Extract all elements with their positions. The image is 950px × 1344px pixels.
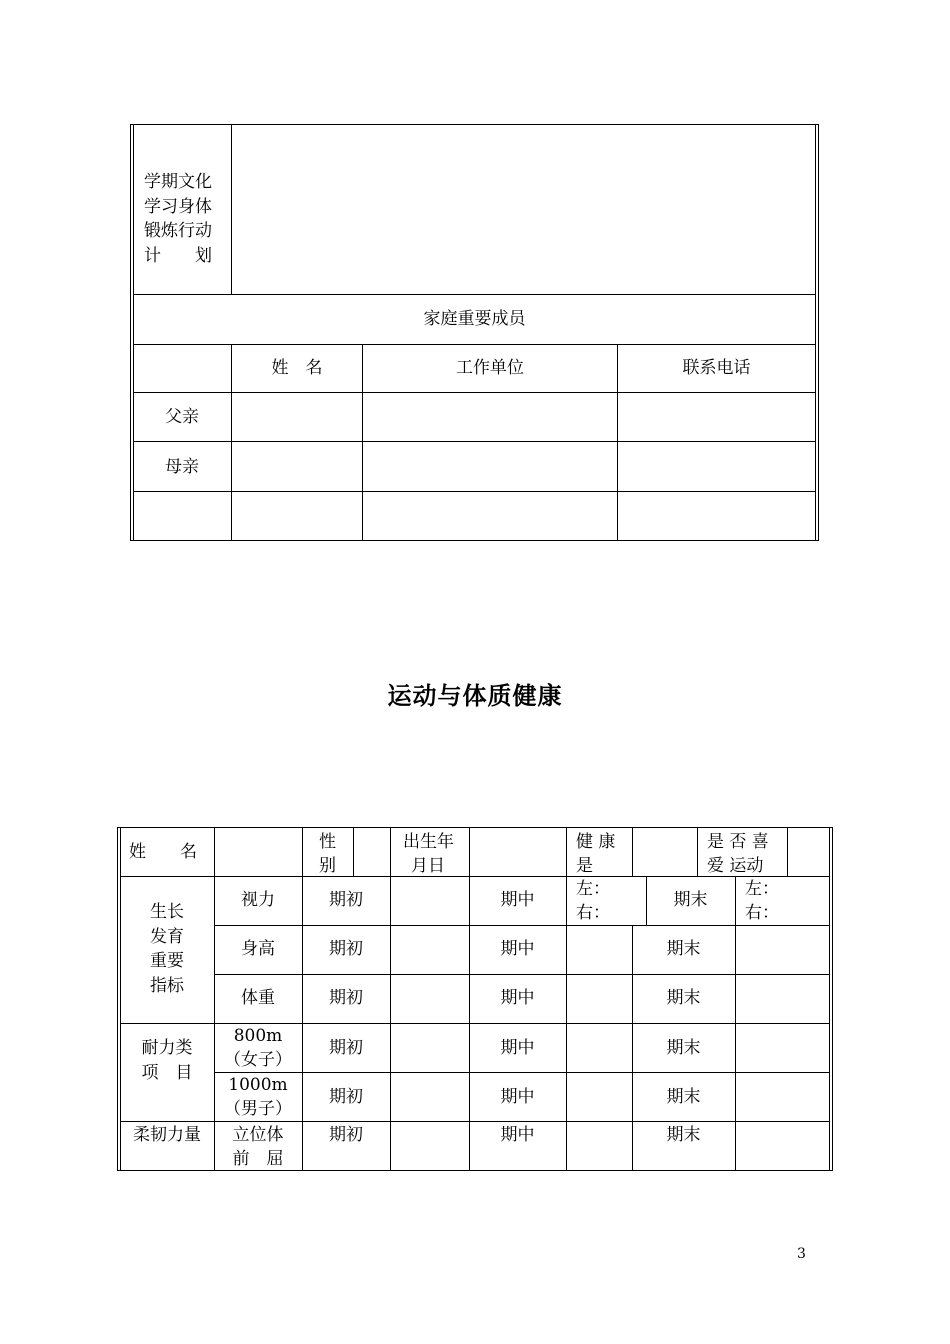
- vision-mid-left: 左：: [576, 879, 610, 899]
- flexibility-label: 柔韧力量: [133, 1125, 201, 1145]
- run800-end-label: 期末: [666, 1038, 701, 1058]
- col-work-header: 工作单位: [456, 358, 524, 378]
- run1000-label-line-2: （男子）: [224, 1099, 292, 1119]
- flex-start-label: 期初: [329, 1125, 363, 1145]
- vision-mid-label: 期中: [500, 890, 535, 910]
- gender-label-line-2: 别: [319, 856, 336, 876]
- birth-label-line-2: 月日: [411, 856, 445, 876]
- plan-label-line-2: 学习身体: [144, 197, 212, 217]
- growth-label-line-2: 发育: [150, 927, 184, 947]
- run1000-start-label: 期初: [329, 1087, 363, 1107]
- col-name-header: 姓 名: [271, 358, 323, 378]
- plan-label-line-4: 计 划: [144, 246, 212, 266]
- weight-mid-label: 期中: [500, 988, 535, 1008]
- growth-label-line-4: 指标: [150, 976, 184, 996]
- row-father-label: 父亲: [165, 407, 199, 427]
- plan-label-line-3: 锻炼行动: [144, 221, 212, 241]
- likes-sport-label-line-1: 是 否 喜: [707, 832, 769, 852]
- flex-mid-label: 期中: [500, 1125, 535, 1145]
- flex-end-label: 期末: [666, 1125, 701, 1145]
- likes-sport-label-line-2: 爱 运动: [707, 856, 764, 876]
- growth-label-line-1: 生长: [150, 902, 184, 922]
- vision-end-left: 左：: [745, 879, 779, 899]
- vision-start-label: 期初: [329, 890, 363, 910]
- endurance-label-line-1: 耐力类: [141, 1038, 193, 1058]
- height-end-label: 期末: [666, 939, 701, 959]
- family-members-header: 家庭重要成员: [423, 309, 526, 329]
- name-label: 姓 名: [129, 842, 197, 862]
- height-label: 身高: [241, 939, 275, 959]
- growth-label-line-3: 重要: [150, 951, 184, 971]
- health-label-line-1: 健 康: [576, 832, 616, 852]
- row-mother-label: 母亲: [165, 457, 199, 477]
- sit-reach-label-line-2: 前 屈: [232, 1149, 284, 1169]
- weight-label: 体重: [241, 988, 275, 1008]
- run800-label-line-2: （女子）: [224, 1050, 292, 1070]
- weight-start-label: 期初: [329, 988, 363, 1008]
- height-mid-label: 期中: [500, 939, 535, 959]
- vision-mid-right: 右：: [576, 903, 610, 923]
- run1000-label-line-1: 1000m: [228, 1075, 288, 1095]
- page-number: 3: [797, 1246, 806, 1262]
- plan-label-line-1: 学期文化: [144, 172, 212, 192]
- run1000-mid-label: 期中: [500, 1087, 535, 1107]
- vision-label: 视力: [241, 890, 275, 910]
- run800-mid-label: 期中: [500, 1038, 535, 1058]
- col-phone-header: 联系电话: [682, 358, 751, 378]
- vision-end-right: 右：: [745, 903, 779, 923]
- endurance-label-line-2: 项 目: [141, 1063, 193, 1083]
- run800-start-label: 期初: [329, 1038, 363, 1058]
- section-title: 运动与体质健康: [387, 682, 563, 710]
- weight-end-label: 期末: [666, 988, 701, 1008]
- gender-label-line-1: 性: [319, 832, 336, 852]
- vision-end-label: 期末: [673, 890, 708, 910]
- health-label-line-2: 是: [576, 856, 593, 876]
- run1000-end-label: 期末: [666, 1087, 701, 1107]
- sit-reach-label-line-1: 立位体: [232, 1125, 284, 1145]
- birth-label-line-1: 出生年: [403, 832, 454, 852]
- height-start-label: 期初: [329, 939, 363, 959]
- run800-label-line-1: 800m: [233, 1026, 283, 1046]
